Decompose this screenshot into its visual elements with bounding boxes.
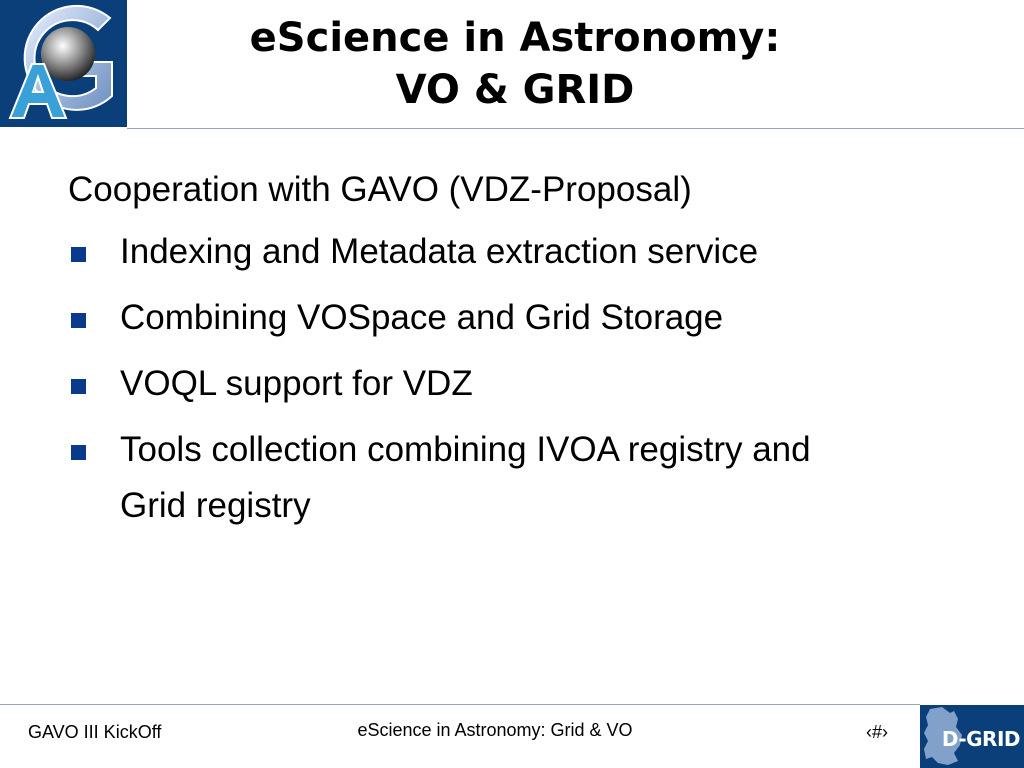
bullet-list <box>68 224 968 534</box>
footer-divider <box>0 704 920 705</box>
bullet-item <box>68 356 968 412</box>
footer-center-text: eScience in Astronomy: Grid & VO <box>357 720 633 740</box>
square-bullet-icon <box>71 445 86 460</box>
bullet-item <box>68 290 968 346</box>
page-number: ‹#› <box>866 722 888 742</box>
bullet-text: Indexing and Metadata extraction service <box>120 232 759 271</box>
header-divider <box>127 128 1024 129</box>
slide-title <box>140 12 890 116</box>
bullet-text: VOQL support for VDZ <box>120 364 473 403</box>
title-line-1: eScience in Astronomy: <box>249 15 781 61</box>
dgrid-logo-text: D-GRID <box>941 727 1020 751</box>
title-line-2: VO & GRID <box>395 67 635 113</box>
bullet-text: Tools collection combining IVOA registry and Grid registry <box>120 430 811 525</box>
bullet-item <box>68 224 968 280</box>
footer-left-text: GAVO III KickOff <box>28 722 162 742</box>
bullet-item <box>68 422 968 534</box>
ag-globe-logo-icon <box>0 0 127 127</box>
square-bullet-icon <box>71 247 86 262</box>
lead-text: Cooperation with GAVO (VDZ-Proposal) <box>68 170 692 209</box>
bullet-text: Combining VOSpace and Grid Storage <box>120 298 724 337</box>
square-bullet-icon <box>71 313 86 328</box>
square-bullet-icon <box>71 379 86 394</box>
dgrid-logo <box>920 705 1024 768</box>
slide-content <box>68 168 968 544</box>
